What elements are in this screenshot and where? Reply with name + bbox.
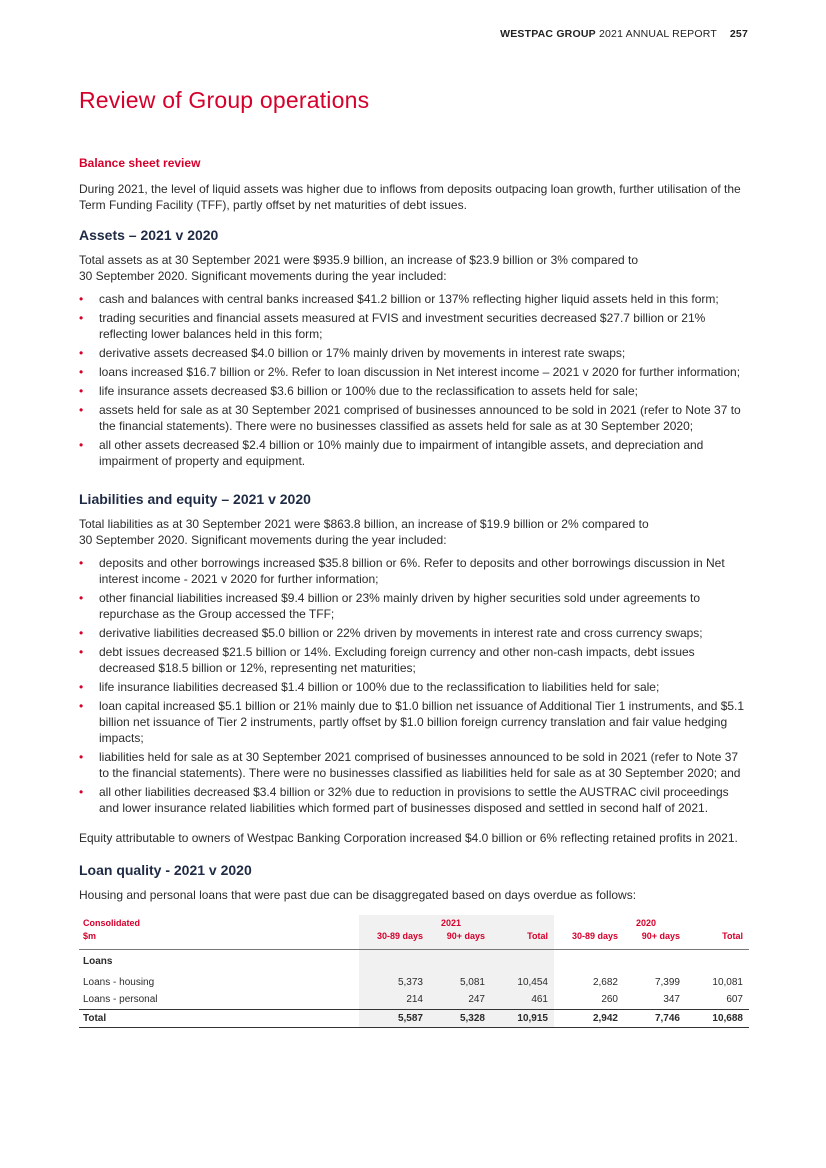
table-total-row: [79, 1009, 749, 1027]
liabilities-bullet-list: [79, 555, 749, 816]
row-label: Loans - housing: [83, 976, 155, 988]
table-cell: 247: [429, 991, 491, 1009]
table-cell: 214: [359, 991, 429, 1009]
header-report: 2021 ANNUAL REPORT: [598, 28, 717, 40]
bullet-icon: •: [79, 384, 84, 398]
list-item: • other financial liabilities increased $9.4 billion or 23% mainly driven by higher securities sold under agreements to repurchase as the Group accessed the TFF;: [79, 591, 700, 621]
table-cell: 2,942: [554, 1009, 624, 1027]
assets-intro: [79, 252, 749, 284]
column-header: Total: [686, 931, 749, 949]
list-item: • life insurance assets decreased $3.6 billion or 100% due to the reclassification to assets held for sale;: [79, 384, 638, 398]
bullet-icon: •: [79, 438, 84, 452]
list-item: • all other liabilities decreased $3.4 billion or 32% due to reduction in provisions to settle the AUSTRAC civil proceedings and lower insurance related liabilities which formed part of businesses disposed and settled in second half of 2021.: [79, 785, 729, 815]
column-header: 90+ days: [624, 931, 686, 949]
header-brand: WESTPAC GROUP: [500, 28, 596, 40]
list-item: • deposits and other borrowings increased $35.8 billion or 6%. Refer to deposits and other borrowings discussion in Net interest income - 2021 v 2020 for further information;: [79, 556, 725, 586]
table-cell: 5,587: [359, 1009, 429, 1027]
bullet-icon: •: [79, 591, 84, 605]
table-cell: 5,373: [359, 973, 429, 991]
liabilities-intro-line-2: 30 September 2020. Significant movements during the year included:: [79, 533, 447, 547]
bullet-icon: •: [79, 785, 84, 799]
table-row: [79, 973, 749, 991]
list-item: • liabilities held for sale as at 30 September 2021 comprised of businesses announced to be sold in 2021 (refer to Note 37 to the financial statements). There were no businesses classified as liabilities held for sale as at 30 September 2020; and: [79, 750, 741, 780]
table-row: [79, 991, 749, 1009]
bullet-icon: •: [79, 680, 84, 694]
group-label: Loans: [79, 949, 359, 973]
loan-quality-table: [79, 915, 749, 1028]
list-item: • assets held for sale as at 30 September 2021 comprised of businesses announced to be sold in 2021 (refer to Note 37 to the financial statements). There were no businesses classified as assets held for sale as at 30 September 2020;: [79, 403, 741, 433]
bullet-icon: •: [79, 699, 84, 713]
page-header: [500, 28, 748, 40]
bullet-icon: •: [79, 750, 84, 764]
year-2021-label: 2021: [429, 915, 491, 931]
list-item: • debt issues decreased $21.5 billion or 14%. Excluding foreign currency and other non-cash impacts, debt issues decreased $18.5 billion or 12%, representing net maturities;: [79, 645, 695, 675]
table-header-row: [79, 931, 749, 949]
table-cell: 10,454: [491, 973, 554, 991]
list-item: • derivative assets decreased $4.0 billion or 17% mainly driven by movements in interest rate swaps;: [79, 346, 626, 360]
assets-bullet-list: [79, 291, 749, 469]
assets-intro-line-2: 30 September 2020. Significant movements during the year included:: [79, 269, 447, 283]
row-label: Loans - personal: [83, 994, 158, 1006]
bullet-icon: •: [79, 626, 84, 640]
assets-heading: Assets – 2021 v 2020: [79, 227, 219, 243]
table-header-row: [79, 915, 749, 931]
unit-label: $m: [79, 931, 359, 949]
bullet-icon: •: [79, 556, 84, 570]
column-header: 30-89 days: [359, 931, 429, 949]
table-cell: 10,915: [491, 1009, 554, 1027]
bullet-icon: •: [79, 645, 84, 659]
list-item: • loans increased $16.7 billion or 2%. Refer to loan discussion in Net interest income – 2021 v 2020 for further information;: [79, 365, 741, 379]
liabilities-intro: [79, 516, 749, 548]
table-cell: 7,746: [624, 1009, 686, 1027]
table-cell: 5,328: [429, 1009, 491, 1027]
table-group-row: [79, 949, 749, 973]
equity-paragraph: Equity attributable to owners of Westpac Banking Corporation increased $4.0 billion or 6% reflecting retained profits in 2021.: [79, 831, 738, 845]
page-title: Review of Group operations: [79, 87, 370, 113]
loan-quality-intro: Housing and personal loans that were past due can be disaggregated based on days overdue as follows:: [79, 888, 637, 902]
table-cell: 7,399: [654, 976, 680, 988]
loan-quality-heading: Loan quality - 2021 v 2020: [79, 862, 252, 878]
table-cell: 260: [601, 994, 618, 1006]
bullet-icon: •: [79, 292, 84, 306]
list-item: • derivative liabilities decreased $5.0 billion or 22% driven by movements in interest rate and cross currency swaps;: [79, 626, 703, 640]
liabilities-heading: Liabilities and equity – 2021 v 2020: [79, 491, 311, 507]
column-header: 90+ days: [429, 931, 491, 949]
list-item: • all other assets decreased $2.4 billion or 10% mainly due to impairment of intangible assets, and depreciation and impairment of property and equipment.: [79, 438, 704, 468]
liabilities-intro-line-1: Total liabilities as at 30 September 2021 were $863.8 billion, an increase of $19.9 billion or 2% compared to: [79, 517, 649, 531]
table-cell: 10,081: [712, 976, 743, 988]
table-cell: 347: [663, 994, 680, 1006]
column-header: Total: [491, 931, 554, 949]
table-cell: 2,682: [592, 976, 618, 988]
year-2020-label: 2020: [636, 918, 657, 928]
list-item: • life insurance liabilities decreased $1.4 billion or 100% due to the reclassification to liabilities held for sale;: [79, 680, 660, 694]
list-item: • cash and balances with central banks increased $41.2 billion or 137% reflecting higher liquid assets held in this form;: [79, 292, 719, 306]
main-content: [79, 156, 749, 1028]
bullet-icon: •: [79, 403, 84, 417]
table-cell: 461: [491, 991, 554, 1009]
bullet-icon: •: [79, 346, 84, 360]
list-item: • loan capital increased $5.1 billion or 21% mainly due to $1.0 billion net issuance of Additional Tier 1 instruments, and $5.1 billion net issuance of Tier 2 instruments, partly offset by $1.0 billion foreign currency translation and fair value hedging impacts;: [79, 699, 745, 745]
consolidated-label: Consolidated: [83, 918, 141, 928]
page-number: 257: [729, 28, 748, 40]
table-cell: 10,688: [686, 1009, 749, 1027]
balance-review-intro: During 2021, the level of liquid assets was higher due to inflows from deposits outpacing loan growth, further utilisation of the Term Funding Facility (TFF), partly offset by net maturities of debt issues.: [79, 182, 741, 212]
assets-intro-line-1: Total assets as at 30 September 2021 were $935.9 billion, an increase of $23.9 billion or 3% compared to: [79, 253, 639, 267]
row-label: Total: [79, 1009, 359, 1027]
balance-review-heading: Balance sheet review: [79, 156, 201, 170]
table-cell: 5,081: [429, 973, 491, 991]
table-cell: 607: [726, 994, 743, 1006]
column-header: 30-89 days: [554, 931, 624, 949]
list-item: • trading securities and financial assets measured at FVIS and investment securities decreased $27.7 billion or 21% reflecting lower balances held in this form;: [79, 311, 706, 341]
bullet-icon: •: [79, 311, 84, 325]
bullet-icon: •: [79, 365, 84, 379]
